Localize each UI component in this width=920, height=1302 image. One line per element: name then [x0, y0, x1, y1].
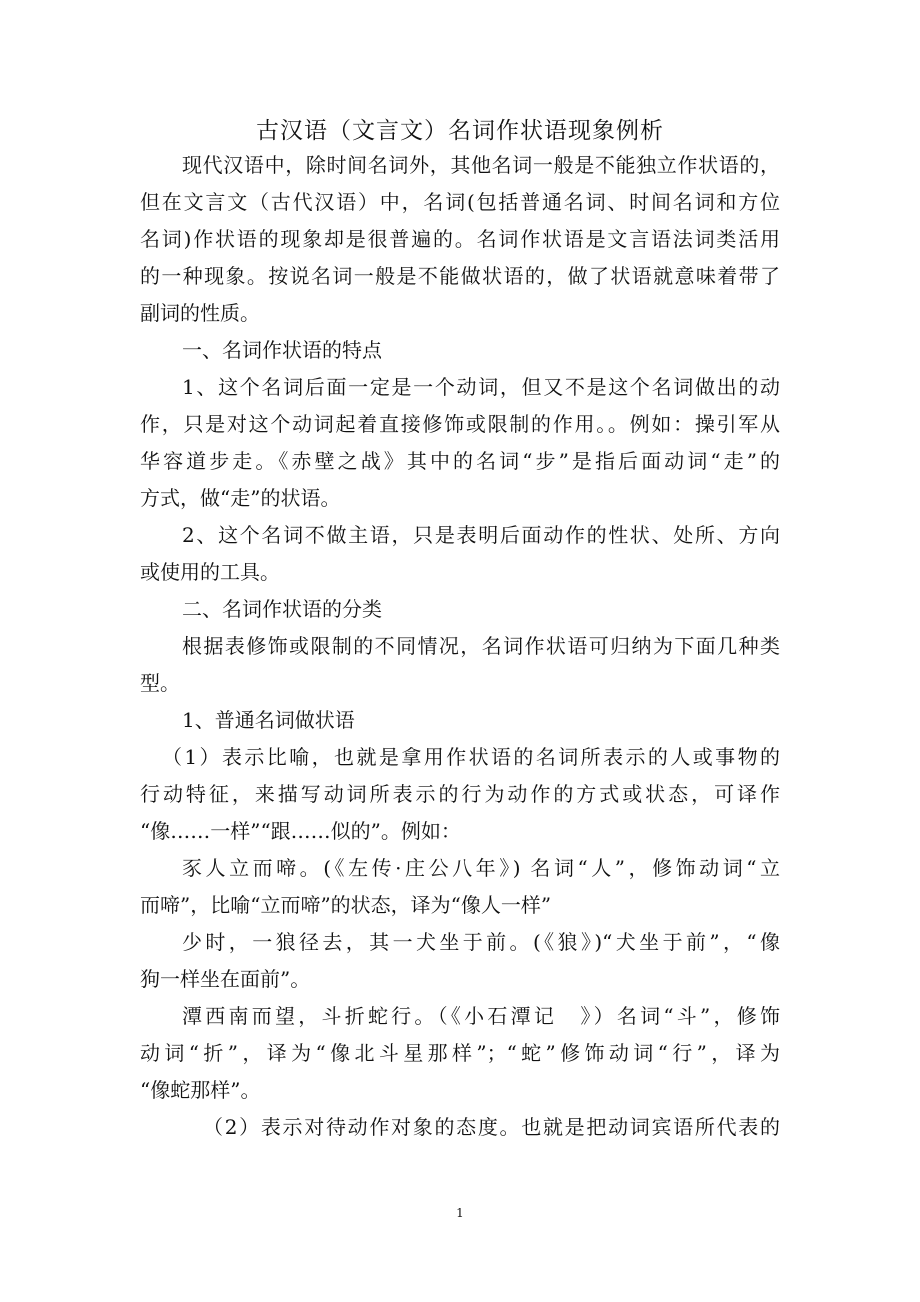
text-line: （1）表示比喻，也就是拿用作状语的名词所表示的人或事物的 — [162, 745, 780, 769]
text-line: “像蛇那样”。 — [140, 1078, 261, 1102]
text-line: 华容道步走。《赤壁之战》其中的名词“步”是指后面动词“走”的 — [140, 449, 780, 473]
text-line: 狗一样坐在面前”。 — [140, 967, 311, 991]
text-line: 一、名词作状语的特点 — [182, 338, 382, 362]
document-title: 古汉语（文言文）名词作状语现象例析 — [256, 118, 664, 144]
text-line: 的一种现象。按说名词一般是不能做状语的，做了状语就意味着带了 — [140, 264, 780, 288]
text-line: 豕人立而啼。(《左传·庄公八年》) 名词“人”，修饰动词“立 — [182, 856, 780, 880]
text-line: 行动特征，来描写动词所表示的行为动作的方式或状态，可译作 — [140, 782, 780, 806]
text-line: 作，只是对这个动词起着直接修饰或限制的作用。。例如：操引军从 — [140, 412, 780, 436]
text-line: 或使用的工具。 — [140, 560, 280, 584]
text-line: 少时，一狼径去，其一犬坐于前。(《狼》)“犬坐于前”，“像 — [182, 930, 780, 954]
text-line: 方式，做“走”的状语。 — [140, 486, 341, 510]
text-line: 副词的性质。 — [140, 301, 260, 325]
text-line: 1、普通名词做状语 — [182, 708, 355, 732]
text-line: 现代汉语中，除时间名词外，其他名词一般是不能独立作状语的， — [182, 153, 780, 177]
text-line: 潭西南而望，斗折蛇行。（《小石潭记 》）名词“斗”，修饰 — [182, 1004, 780, 1028]
text-line: 动词“折”，译为“像北斗星那样”；“蛇”修饰动词“行”，译为 — [140, 1041, 780, 1065]
text-line: （2）表示对待动作对象的态度。也就是把动词宾语所代表的 — [203, 1115, 780, 1139]
text-line: 2、这个名词不做主语，只是表明后面动作的性状、处所、方向 — [182, 523, 780, 547]
document-body — [140, 147, 780, 1146]
text-line: 二、名词作状语的分类 — [182, 597, 382, 621]
text-line: 型。 — [140, 671, 180, 695]
text-line: 1、这个名词后面一定是一个动词，但又不是这个名词做出的动 — [182, 375, 780, 399]
page-number: 1 — [456, 1206, 464, 1220]
text-line: “像……一样”“跟……似的”。例如： — [140, 819, 461, 843]
text-line: 而啼”，比喻“立而啼”的状态，译为“像人一样” — [140, 893, 552, 917]
text-line: 但在文言文（古代汉语）中，名词(包括普通名词、时间名词和方位 — [140, 190, 780, 214]
text-line: 名词)作状语的现象却是很普遍的。名词作状语是文言语法词类活用 — [140, 227, 780, 251]
text-line: 根据表修饰或限制的不同情况，名词作状语可归纳为下面几种类 — [182, 634, 780, 658]
